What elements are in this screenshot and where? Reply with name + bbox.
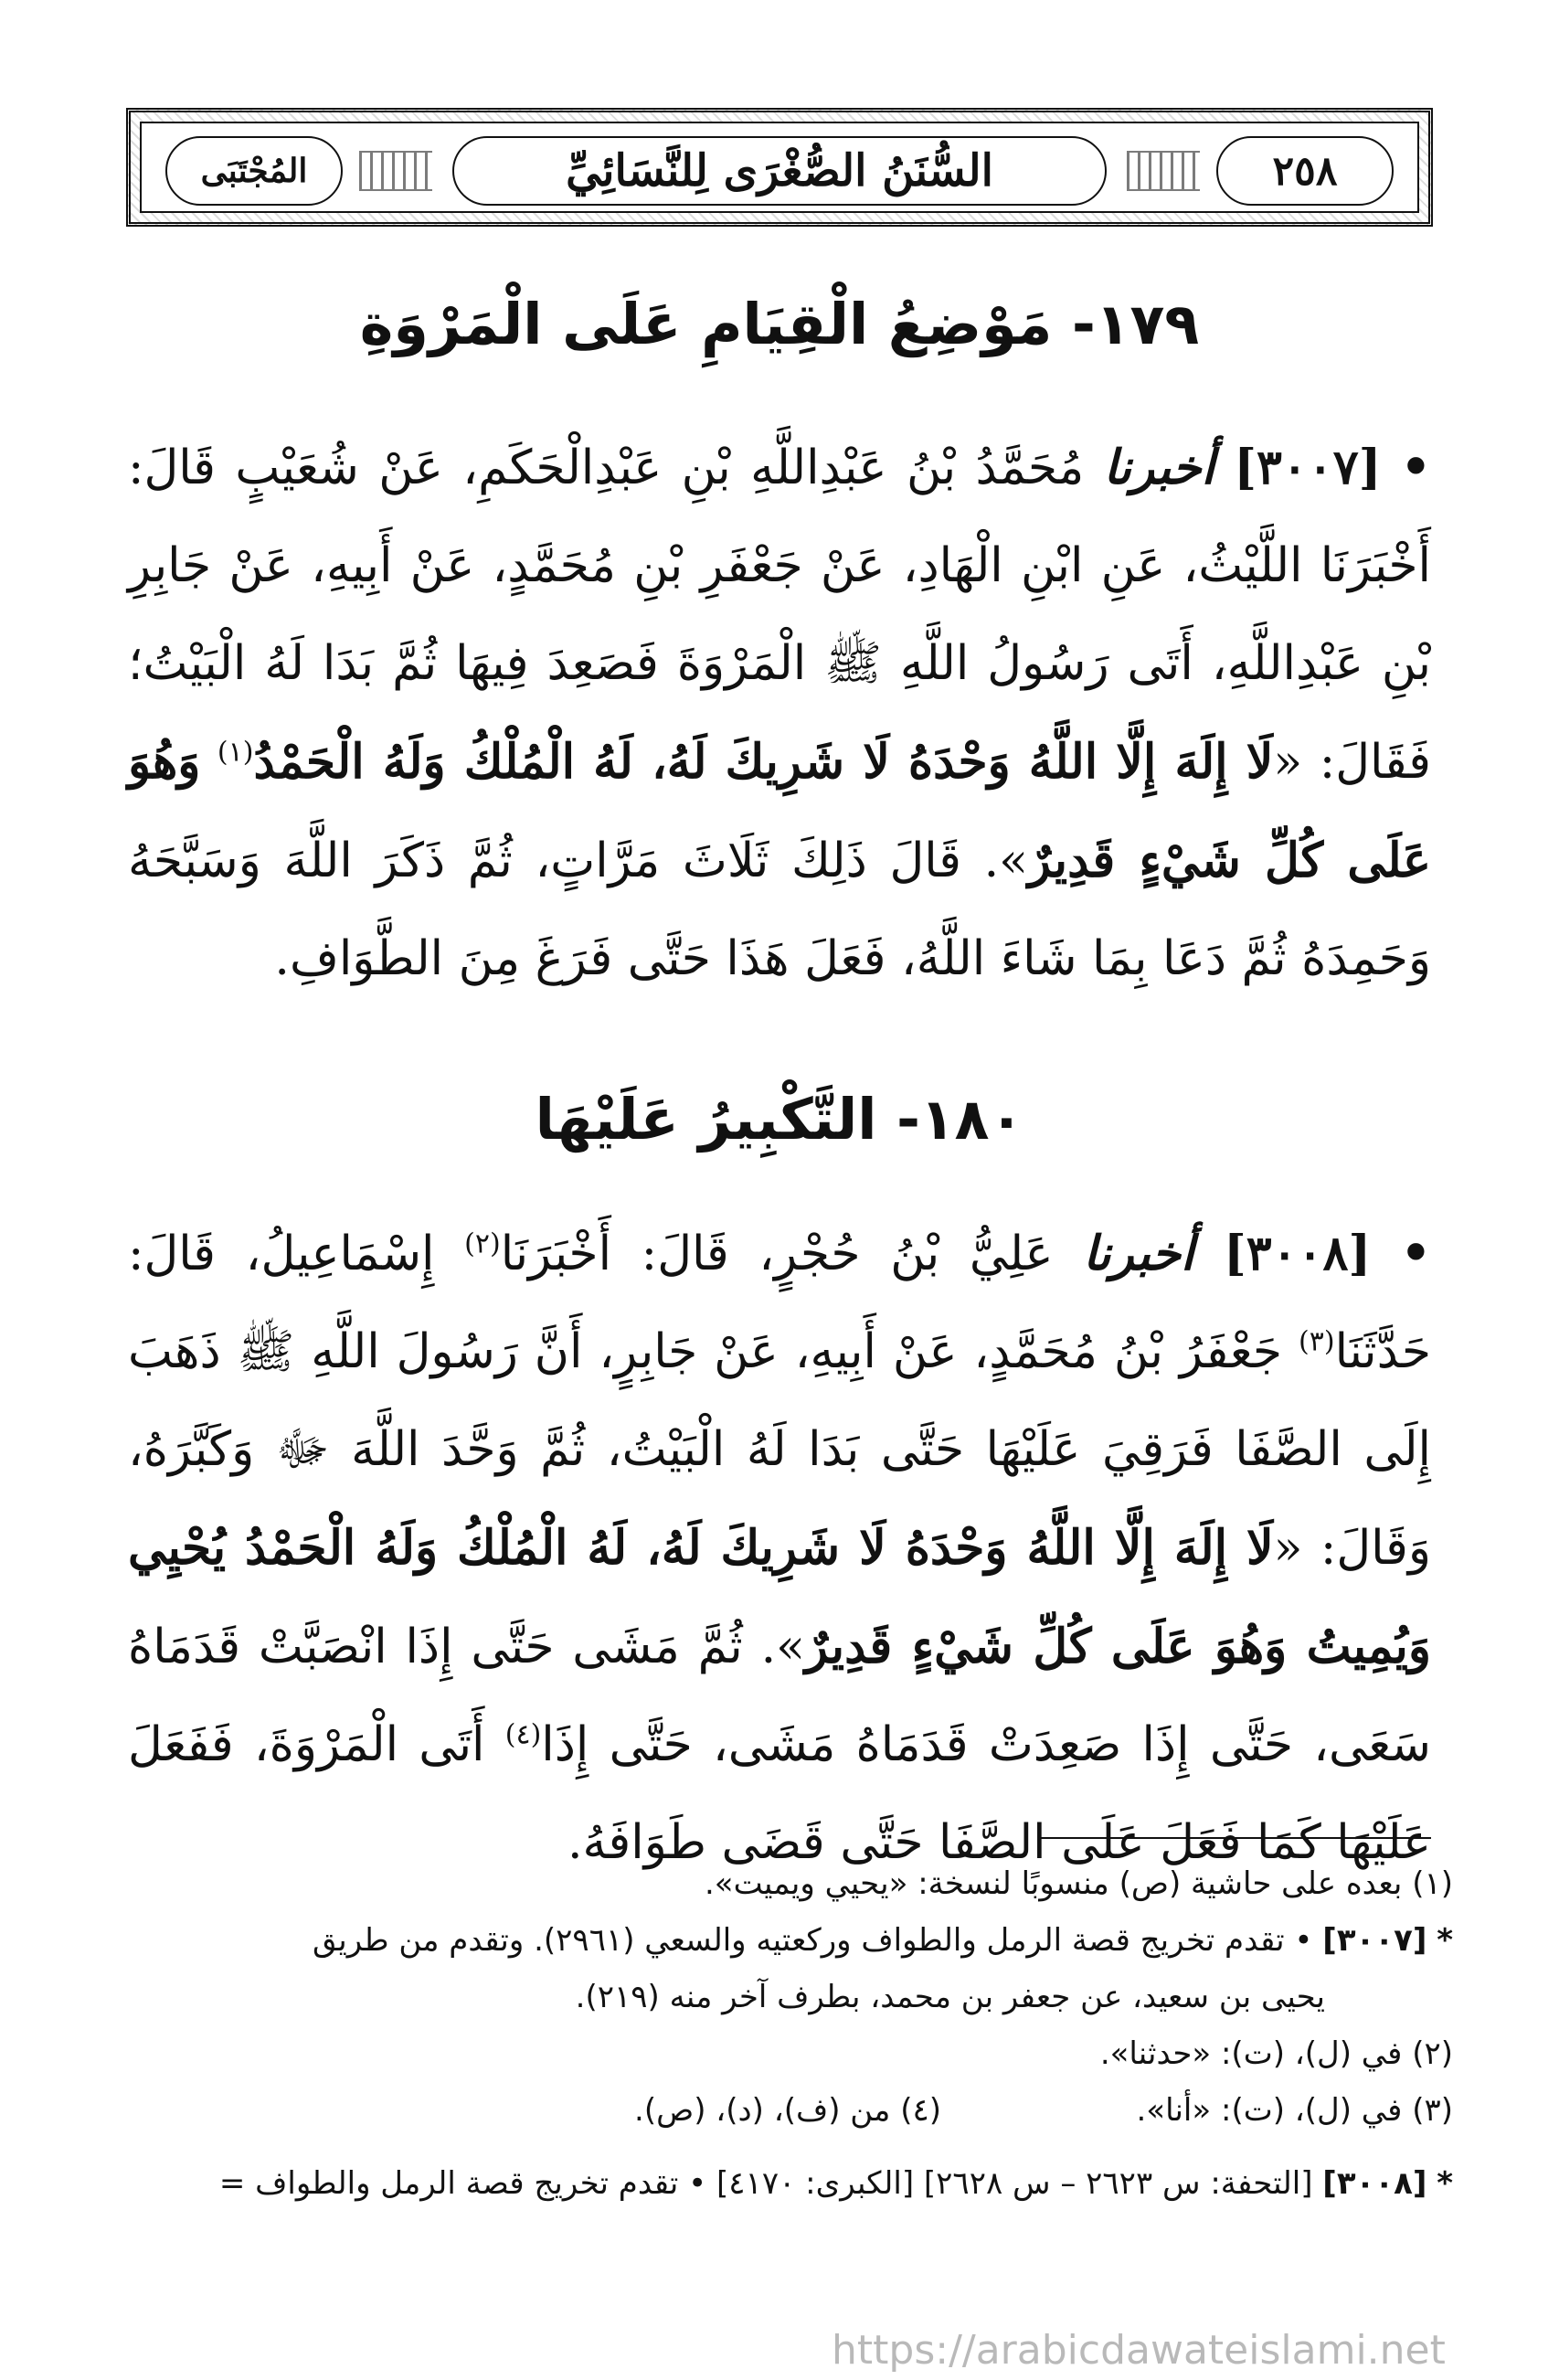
akhbarana-word: أخبرنا: [1103, 440, 1214, 495]
bullet-icon: •: [1400, 440, 1431, 495]
hadith-quote: لَا إِلَهَ إِلَّا اللَّهُ وَحْدَهُ لَا شَرِيكَ لَهُ، لَهُ الْمُلْكُ وَلَهُ الْحَمْدُ يُحْيِي وَيُمِيتُ وَهُوَ عَلَى كُلِّ شَيْءٍ قَدِيرٌ: [128, 1520, 1431, 1674]
takhrij-text: • تقدم تخريج قصة الرمل والطواف وركعتيه والسعي (٢٩٦١). وتقدم من طريق: [312, 1922, 1313, 1959]
footnote-4: (٤) من (ف)، (د)، (ص).: [634, 2092, 941, 2129]
hadith-quote: وَهُوَ عَلَى كُلِّ شَيْءٍ قَدِيرٌ: [128, 734, 1431, 888]
footnote-marker: (٤): [504, 1718, 542, 1751]
watermark-url: https://arabicdawateislami.net: [832, 2327, 1446, 2374]
takhrij-number: [٣٠٠٨]: [1322, 2165, 1427, 2202]
footnote-3: (٣) في (ل)، (ت): «أنا».: [1136, 2092, 1453, 2129]
hadith-number: [٣٠٠٨]: [1224, 1226, 1372, 1281]
footnote-marker: (١): [217, 736, 254, 769]
hadith-text: مُحَمَّدُ بْنُ عَبْدِاللَّهِ بْنِ عَبْدِالْحَكَمِ، عَنْ شُعَيْبٍ قَالَ: أَخْبَرَنَا اللَّيْثُ، عَنِ ابْنِ الْهَادِ، عَنْ جَعْفَرِ بْنِ مُحَمَّدٍ، عَنْ أَبِيهِ، عَنْ جَابِرِ بْنِ عَبْدِاللَّهِ، أَتَى رَسُولُ اللَّهِ ﷺ الْمَرْوَةَ فَصَعِدَ فِيهَا ثُمَّ بَدَا لَهُ الْبَيْتُ؛ فَقَالَ: «: [128, 441, 1432, 790]
takhrij-number: [٣٠٠٧]: [1322, 1922, 1427, 1959]
chapter-title-179: ١٧٩- مَوْضِعُ الْقِيَامِ عَلَى الْمَرْوَةِ: [359, 291, 1200, 357]
takhrij-text: [التحفة: س ٢٦٢٣ – س ٢٦٢٨] [الكبرى: ٤١٧٠] • تقدم تخريج قصة الرمل والطواف =: [218, 2165, 1313, 2202]
ornament-right-icon: [1127, 151, 1200, 191]
page-header: [126, 108, 1433, 227]
hadith-quote: لَا إِلَهَ إِلَّا اللَّهُ وَحْدَهُ لَا شَرِيكَ لَهُ، لَهُ الْمُلْكُ وَلَهُ الْحَمْدُ: [253, 734, 1274, 790]
hadith-number: [٣٠٠٧]: [1234, 440, 1382, 495]
takhrij-3007-continued: يحيى بن سعيد، عن جعفر بن محمد، بطرف آخر منه (٢١٩).: [575, 1979, 1325, 2015]
hadith-text: ». ثُمَّ مَشَى حَتَّى إِذَا انْصَبَّتْ قَدَمَاهُ سَعَى، حَتَّى إِذَا صَعِدَتْ قَدَمَاهُ مَشَى، حَتَّى إِذَا: [128, 1620, 1431, 1772]
footnotes: [128, 1855, 1453, 2212]
star-icon: *: [1437, 1922, 1453, 1959]
footnote-marker: (٣): [1299, 1325, 1335, 1358]
akhbarana-word: أخبرنا: [1083, 1226, 1194, 1281]
footnote-marker: (٢): [464, 1227, 501, 1260]
chapter-title-180: ١٨٠- التَّكْبِيرُ عَلَيْهَا: [535, 1086, 1024, 1153]
footnote-divider: [1038, 1837, 1431, 1839]
hadith-text: أَتَى الْمَرْوَةَ، فَفَعَلَ عَلَيْهَا كَمَا فَعَلَ عَلَى الصَّفَا حَتَّى قَضَى طَوَافَهُ.: [128, 1717, 1431, 1870]
hadith-text: ». قَالَ ذَلِكَ ثَلَاثَ مَرَّاتٍ، ثُمَّ ذَكَرَ اللَّهَ وَسَبَّحَهُ وَحَمِدَهُ ثُمَّ دَعَا بِمَا شَاءَ اللَّهُ، فَعَلَ هَذَا حَتَّى فَرَغَ مِنَ الطَّوَافِ.: [128, 834, 1431, 986]
takhrij-3008: [128, 2155, 1453, 2212]
header-frame: [140, 122, 1419, 213]
star-icon: *: [1437, 2165, 1453, 2202]
ornament-left-icon: [359, 151, 432, 191]
hadith-text: جَعْفَرُ بْنُ مُحَمَّدٍ، عَنْ أَبِيهِ، عَنْ جَابِرٍ، أَنَّ رَسُولَ اللَّهِ ﷺ ذَهَبَ إِلَى الصَّفَا فَرَقِيَ عَلَيْهَا حَتَّى بَدَا لَهُ الْبَيْتُ، ثُمَّ وَحَّدَ اللَّهَ ﷻ وَكَبَّرَهُ، وَقَالَ: «: [128, 1324, 1431, 1576]
footnote-1: (١) بعده على حاشية (ص) منسوبًا لنسخة: «يحيي ويميت».: [704, 1865, 1453, 1902]
hadith-3008: [128, 1205, 1431, 1892]
hadith-3007: [128, 419, 1431, 1008]
takhrij-3007: [128, 1912, 1453, 1969]
book-title: السُّنَنُ الصُّغْرَى لِلنَّسَائِيِّ: [452, 136, 1107, 206]
footnote-3-4: [128, 2082, 1453, 2139]
bullet-icon: •: [1400, 1226, 1432, 1281]
page-number: ٢٥٨: [1216, 136, 1394, 206]
hadith-text: إِسْمَاعِيلُ، قَالَ: حَدَّثَنَا: [128, 1227, 1432, 1379]
series-emblem: المُجْتَبَى: [165, 136, 343, 206]
footnote-2: (٢) في (ل)، (ت): «حدثنا».: [1099, 2035, 1453, 2072]
hadith-text: عَلِيُّ بْنُ حُجْرٍ، قَالَ: أَخْبَرَنَا: [500, 1227, 1054, 1281]
